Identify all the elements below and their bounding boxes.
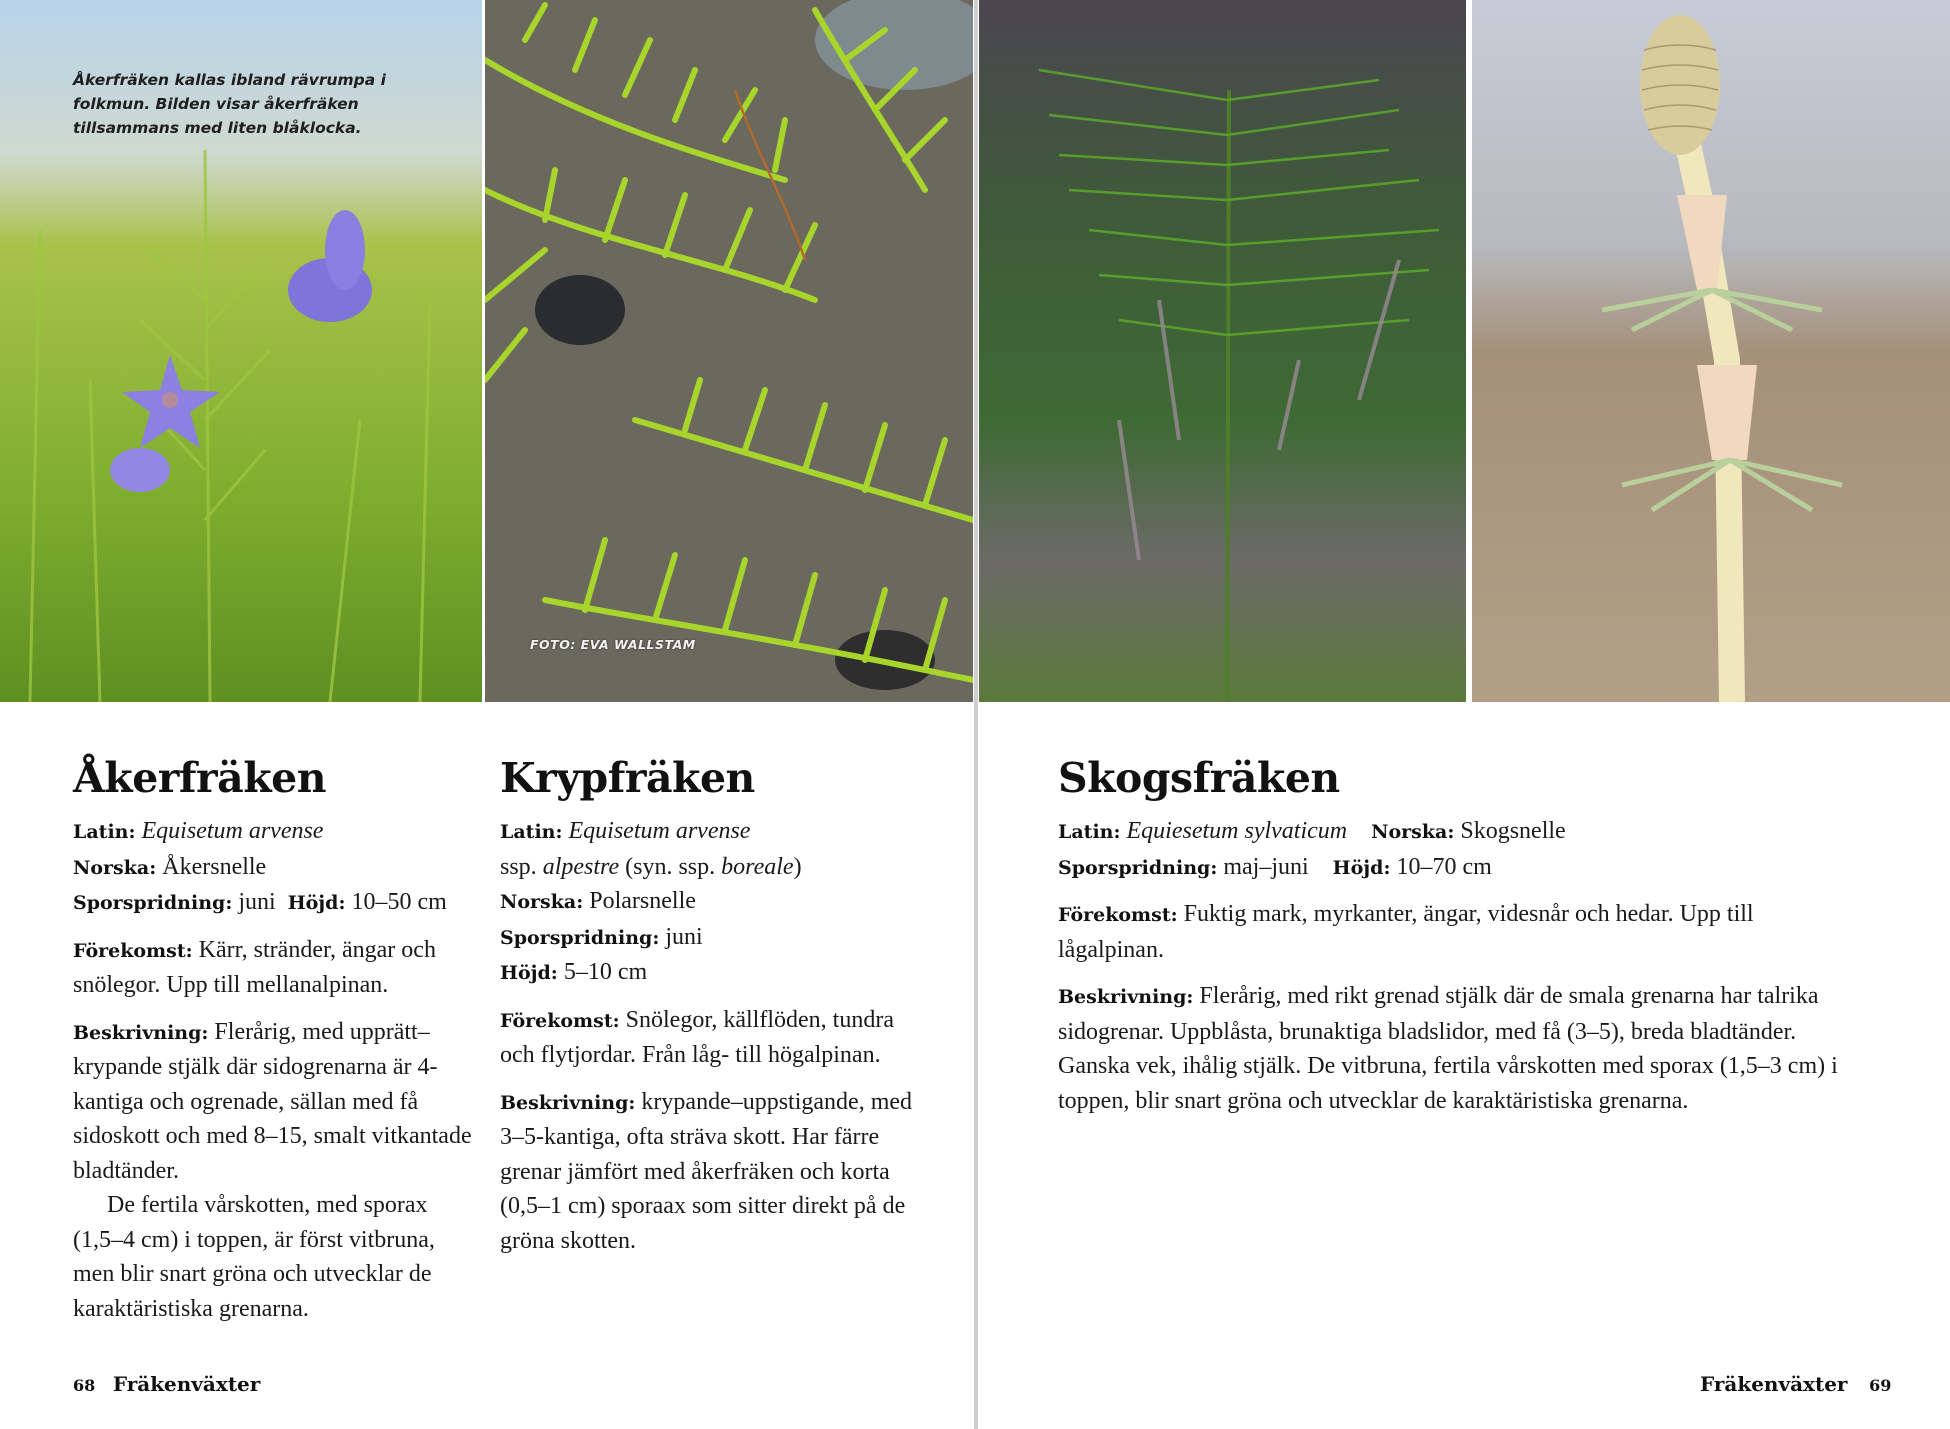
forekomst-label: Förekomst: <box>500 1009 620 1032</box>
forekomst-text: Kärr, stränder, ängar och snölegor. Upp till mellanalpinan. <box>73 936 436 998</box>
hojd-label: Höjd: <box>287 892 346 914</box>
norska-label: Norska: <box>73 856 157 879</box>
latin-label: Latin: <box>1058 821 1121 843</box>
spor-label: Sporspridning: <box>73 892 233 914</box>
footer-left <box>73 1372 260 1396</box>
forekomst-label: Förekomst: <box>73 939 193 962</box>
latin-name: Equiesetum sylvaticum <box>1126 818 1348 844</box>
page-number-left: 68 <box>73 1376 96 1395</box>
photo-caption: Åkerfräken kallas ibland rävrumpa i folkmun. Bilden visar åkerfräken tillsammans med liten blåklocka. <box>73 71 386 137</box>
forekomst-paragraph <box>500 1003 920 1073</box>
norska-label: Norska: <box>1371 821 1455 843</box>
hojd-label: Höjd: <box>1332 856 1391 879</box>
species-title: Krypfräken <box>500 754 755 802</box>
syn-suffix: ) <box>793 853 802 880</box>
forest-horsetail-illustration <box>979 0 1466 702</box>
spor-label: Sporspridning: <box>1058 856 1218 879</box>
latin-name: Equisetum arvense <box>141 818 324 844</box>
norska-label: Norska: <box>500 891 584 913</box>
page-number-right: 69 <box>1869 1376 1892 1395</box>
norska-line <box>500 884 920 920</box>
species-title: Skogsfräken <box>1058 754 1340 802</box>
species-entry-akerfraken <box>73 752 473 1326</box>
photo-skogsfraken <box>979 0 1466 702</box>
spor-line <box>500 920 920 956</box>
species-entry-skogsfraken <box>1058 752 1888 1118</box>
spore-cone-illustration <box>1472 0 1950 702</box>
beskrivning-label: Beskrivning: <box>1058 986 1194 1008</box>
species-entry-krypfraken <box>500 752 920 1258</box>
latin-name: Equisetum arvense <box>568 818 751 844</box>
hojd-line <box>500 955 920 991</box>
latin-norska-line <box>1058 814 1888 850</box>
norska-name: Skogsnelle <box>1460 818 1566 844</box>
syn-name: boreale <box>721 853 794 880</box>
beskrivning-text: krypande–uppstigande, med 3–5-kantiga, ofta sträva skott. Har färre grenar jämfört med åkerfräken och korta (0,5–1 cm) sporaax som sitter direkt på de gröna skotten. <box>500 1088 913 1254</box>
beskrivning-text: Flerårig, med rikt grenad stjälk där de smala grenarna har talrika sidogrenar. Uppblåsta, brunaktiga bladslidor, med få (3–5), breda bladtänder. Ganska vek, ihålig stjälk. De vitbruna, fertila vårskotten med sporax (1,5–3 cm) i toppen, blir snart gröna och utvecklar de karaktäristiska grenarna. <box>1058 983 1838 1114</box>
spor-hojd-line <box>73 885 473 921</box>
syn-prefix: (syn. ssp. <box>625 853 716 880</box>
beskrivning-paragraph <box>1058 979 1868 1118</box>
hojd-value: 5–10 cm <box>563 959 648 985</box>
beskrivning-paragraph <box>73 1015 473 1189</box>
beskrivning-paragraph-2: De fertila vårskotten, med sporax (1,5–4 cm) i toppen, är först vitbruna, men blir snart gröna och utvecklar de karaktäristiska grenarna. <box>73 1192 435 1322</box>
spor-label: Sporspridning: <box>500 926 660 949</box>
forekomst-text: Fuktig mark, myrkanter, ängar, videsnår och hedar. Upp till lågalpinan. <box>1058 901 1754 963</box>
latin-ssp-line <box>500 850 920 885</box>
norska-name: Polarsnelle <box>589 888 696 914</box>
norska-name: Åkersnelle <box>162 853 267 880</box>
photo-fertile-shoot-cone <box>1472 0 1950 702</box>
photo-credit: FOTO: EVA WALLSTAM <box>530 637 696 652</box>
spor-hojd-line <box>1058 850 1888 886</box>
spor-value: maj–juni <box>1223 853 1309 880</box>
latin-line <box>500 814 920 850</box>
creeping-shoots-illustration <box>485 0 973 702</box>
latin-label: Latin: <box>500 821 563 843</box>
forekomst-text: Snölegor, källflöden, tundra och flytjordar. Från låg- till högalpinan. <box>500 1006 894 1068</box>
hojd-label: Höjd: <box>500 962 558 984</box>
footer-right <box>1700 1372 1891 1396</box>
latin-line <box>73 814 473 850</box>
beskrivning-label: Beskrivning: <box>73 1021 209 1044</box>
page-gutter-divider <box>974 0 978 1429</box>
forekomst-paragraph <box>1058 897 1788 967</box>
forekomst-label: Förekomst: <box>1058 904 1178 926</box>
section-title-right: Fräkenväxter <box>1700 1372 1848 1396</box>
spor-value: juni <box>238 889 276 915</box>
species-title: Åkerfräken <box>73 754 327 802</box>
section-title-left: Fräkenväxter <box>112 1372 261 1396</box>
photo-krypfraken <box>485 0 973 702</box>
hojd-value: 10–50 cm <box>351 889 447 915</box>
latin-label: Latin: <box>73 821 136 843</box>
beskrivning-paragraph <box>500 1085 920 1259</box>
norska-line <box>73 850 473 886</box>
beskrivning-label: Beskrivning: <box>500 1091 636 1114</box>
spor-value: juni <box>665 923 703 950</box>
ssp-prefix: ssp. <box>500 853 537 880</box>
beskrivning-text: Flerårig, med upprätt–krypande stjälk där sidogrenarna är 4-kantiga och ogrenade, sällan med få sidoskott och med 8–15, smalt vitkantade bladtänder. <box>73 1018 472 1184</box>
hojd-value: 10–70 cm <box>1396 853 1492 880</box>
ssp-name: alpestre <box>542 853 620 880</box>
forekomst-paragraph <box>73 933 473 1003</box>
